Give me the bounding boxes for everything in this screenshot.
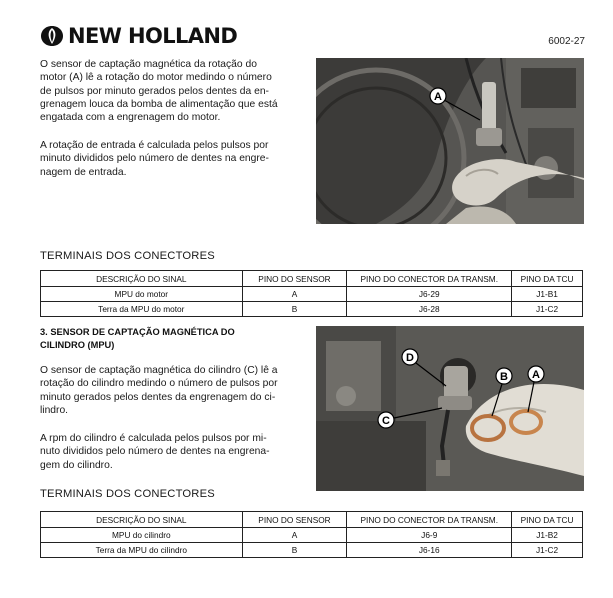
- callout-d-label: D: [406, 352, 414, 364]
- cylinder-sensor-photo: [316, 326, 584, 491]
- cylinder-connector-table: [40, 511, 583, 558]
- table-cell: MPU do motor: [41, 287, 243, 302]
- callout-a-label: A: [532, 369, 540, 381]
- engine-connector-table: [40, 270, 583, 317]
- text-line: nuto divididos pelo número de dentes na engrena-: [40, 446, 270, 458]
- text-line: minuto gerados pelos dentes da engrenagem do ci-: [40, 391, 276, 403]
- cylinder-mpu-description: [40, 364, 305, 417]
- table-cell: Terra da MPU do cilindro: [41, 543, 243, 558]
- text-line: nagem de entrada.: [40, 166, 127, 178]
- cylinder-rpm-calculation: [40, 432, 305, 472]
- table-header-row: [41, 271, 583, 287]
- text-line: minuto divididos pelo número de dentes na engre-: [40, 153, 269, 165]
- text-line: motor (A) lê a rotação do motor medindo o número: [40, 72, 272, 84]
- table-cell: Terra da MPU do motor: [41, 302, 243, 317]
- table-cell: B: [242, 302, 347, 317]
- cylinder-mpu-heading: [40, 326, 305, 351]
- text-line: de pulsos por minuto gerados pelos dentes da en-: [40, 85, 269, 97]
- table-cell: J1-C2: [512, 302, 583, 317]
- callout-a-label: A: [434, 91, 442, 103]
- table-cell: J6-29: [347, 287, 512, 302]
- text-line: engatada com a engrenagem do motor.: [40, 112, 221, 124]
- new-holland-leaf-icon: [40, 25, 64, 47]
- text-line: O sensor de captação magnética da rotação do: [40, 59, 257, 70]
- table-cell: MPU do cilindro: [41, 528, 243, 543]
- text-line: A rpm do cilindro é calculada pelos pulsos por mi-: [40, 433, 267, 444]
- callout-c-label: C: [382, 415, 390, 427]
- text-line: rotação do cilindro medindo o número de pulsos por: [40, 378, 278, 390]
- text-line: grenagem louca da bomba de alimentação que está: [40, 98, 278, 110]
- column-header: PINO DA TCU: [512, 271, 583, 287]
- text-line: gem do cilindro.: [40, 459, 113, 471]
- heading-line: 3. SENSOR DE CAPTAÇÃO MAGNÉTICA DO: [40, 327, 235, 337]
- table-cell: J6-28: [347, 302, 512, 317]
- table-row: [41, 528, 583, 543]
- column-header: DESCRIÇÃO DO SINAL: [41, 512, 243, 528]
- column-header: PINO DO SENSOR: [242, 512, 347, 528]
- text-line: lindro.: [40, 404, 69, 416]
- table-cell: J1-B2: [512, 528, 583, 543]
- column-header: PINO DO CONECTOR DA TRANSM.: [347, 271, 512, 287]
- table-row: [41, 543, 583, 558]
- heading-line: CILINDRO (MPU): [40, 339, 115, 350]
- table-cell: B: [242, 543, 347, 558]
- text-line: A rotação de entrada é calculada pelos pulsos por: [40, 140, 269, 151]
- callout-b-label: B: [500, 371, 508, 383]
- column-header: PINO DO CONECTOR DA TRANSM.: [347, 512, 512, 528]
- table-header-row: [41, 512, 583, 528]
- engine-sensor-photo: [316, 58, 584, 224]
- table-cell: A: [242, 528, 347, 543]
- table-cell: J6-16: [347, 543, 512, 558]
- table-cell: J1-C2: [512, 543, 583, 558]
- brand-logo: [40, 24, 237, 48]
- table-row: [41, 302, 583, 317]
- column-header: PINO DO SENSOR: [242, 271, 347, 287]
- engine-mpu-description: [40, 58, 305, 124]
- column-header: DESCRIÇÃO DO SINAL: [41, 271, 243, 287]
- table1-title: TERMINAIS DOS CONECTORES: [40, 250, 215, 262]
- page-number: 6002-27: [548, 36, 585, 47]
- table-cell: A: [242, 287, 347, 302]
- table-row: [41, 287, 583, 302]
- column-header: PINO DA TCU: [512, 512, 583, 528]
- table-cell: J6-9: [347, 528, 512, 543]
- table2-title: TERMINAIS DOS CONECTORES: [40, 488, 215, 500]
- table-cell: J1-B1: [512, 287, 583, 302]
- engine-rpm-calculation: [40, 139, 305, 179]
- brand-name: NEW HOLLAND: [68, 24, 238, 48]
- text-line: O sensor de captação magnética do cilindro (C) lê a: [40, 365, 278, 376]
